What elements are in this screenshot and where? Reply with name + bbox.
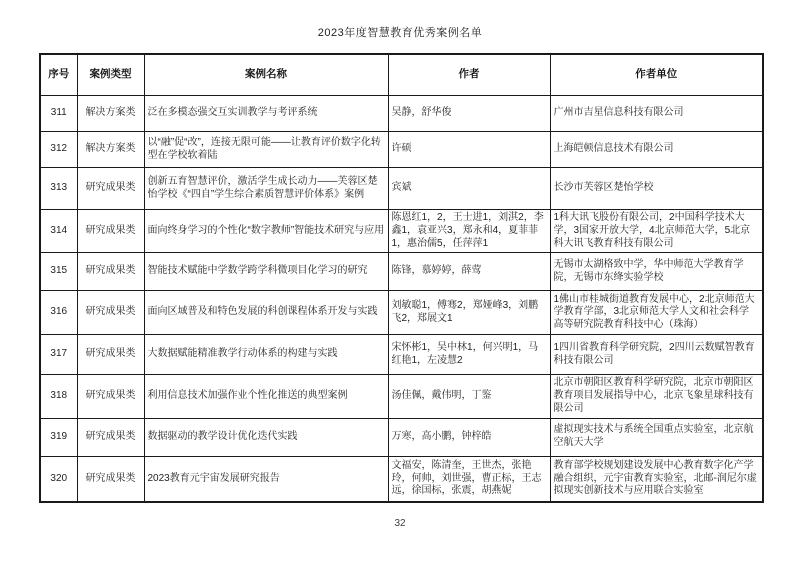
table-row — [40, 418, 763, 456]
cell-case-number: 312 — [40, 132, 77, 168]
cell-case-type: 研究成果类 — [77, 253, 144, 291]
table-row — [40, 168, 763, 210]
cell-authors: 陈锋，慕婷婷，薛莺 — [388, 253, 550, 291]
cases-table — [39, 53, 764, 503]
cell-case-number: 311 — [40, 96, 77, 132]
cell-authors: 刘敏聪1，傅骞2，郑娅峰3，刘鹏飞2，郑展文1 — [388, 291, 550, 335]
cell-author-unit: 1四川省教育科学研究院，2四川云数赋智教育科技有限公司 — [550, 335, 763, 375]
cell-case-number: 314 — [40, 210, 77, 253]
cell-case-type: 研究成果类 — [77, 456, 144, 502]
table-row — [40, 132, 763, 168]
table-row — [40, 253, 763, 291]
cell-case-type: 研究成果类 — [77, 375, 144, 418]
cell-authors: 吴静，舒华俊 — [388, 96, 550, 132]
cell-case-name: 面向终身学习的个性化“数字教师”智能技术研究与应用 — [144, 210, 388, 253]
table-row — [40, 375, 763, 418]
cell-case-name: 2023教育元宇宙发展研究报告 — [144, 456, 388, 502]
table-row — [40, 96, 763, 132]
page-title: 2023年度智慧教育优秀案例名单 — [317, 27, 483, 39]
cell-author-unit: 1科大讯飞股份有限公司，2中国科学技术大学，3国家开放大学，4北京师范大学，5北京科大讯飞教育科技有限公司 — [550, 210, 763, 253]
cell-authors: 汤佳佩，戴伟明，丁鉴 — [388, 375, 550, 418]
header-cell-unit: 作者单位 — [550, 54, 763, 96]
cell-case-number: 316 — [40, 291, 77, 335]
cell-case-number: 320 — [40, 456, 77, 502]
cell-case-type: 解决方案类 — [77, 96, 144, 132]
cell-authors: 文福安，陈清奎，王世杰，张艳玲，何帅，刘世强，曹正标，王志远，徐国标，张震，胡燕妮 — [388, 456, 550, 502]
cell-case-name: 数据驱动的教学设计优化迭代实践 — [144, 418, 388, 456]
table-header — [40, 54, 763, 96]
table-row — [40, 210, 763, 253]
cell-case-type: 研究成果类 — [77, 168, 144, 210]
cell-case-name: 泛在多模态强交互实训教学与考评系统 — [144, 96, 388, 132]
cell-case-name: 大数据赋能精准教学行动体系的构建与实践 — [144, 335, 388, 375]
cell-case-number: 319 — [40, 418, 77, 456]
cell-case-number: 313 — [40, 168, 77, 210]
cell-author-unit: 广州市吉星信息科技有限公司 — [550, 96, 763, 132]
cell-author-unit: 上海皑顿信息技术有限公司 — [550, 132, 763, 168]
table-body — [40, 96, 763, 503]
header-cell-authors: 作者 — [388, 54, 550, 96]
cell-case-name: 面向区域普及和特色发展的科创课程体系开发与实践 — [144, 291, 388, 335]
header-cell-no: 序号 — [40, 54, 77, 96]
cell-authors: 陈恩红1，2，王士进1，刘淇2，李鑫1，袁亚兴3，郑永和4，夏菲菲1，惠治儒5，任萍萍1 — [388, 210, 550, 253]
page-number: 32 — [394, 518, 406, 529]
cell-case-type: 解决方案类 — [77, 132, 144, 168]
cell-case-number: 315 — [40, 253, 77, 291]
cell-author-unit: 1佛山市桂城街道教育发展中心，2北京师范大学教育学部，3北京师范大学人文和社会科学高等研究院教育科技中心（珠海） — [550, 291, 763, 335]
cell-authors: 宋怀彬1，吴中林1，何兴明1，马红艳1，左凌慧2 — [388, 335, 550, 375]
cell-case-type: 研究成果类 — [77, 335, 144, 375]
cell-author-unit: 无锡市太湖格致中学，华中师范大学教育学院，无锡市东绛实验学校 — [550, 253, 763, 291]
cell-author-unit: 长沙市芙蓉区楚怡学校 — [550, 168, 763, 210]
cell-author-unit: 教育部学校规划建设发展中心教育数字化产学融合组织，元宇宙教育实验室，北邮-润尼尔虚拟现实创新技术与应用联合实验室 — [550, 456, 763, 502]
header-cell-type: 案例类型 — [77, 54, 144, 96]
header-cell-name: 案例名称 — [144, 54, 388, 96]
table-row — [40, 291, 763, 335]
cell-authors: 许硕 — [388, 132, 550, 168]
cell-case-name: 以“融”促“改”，连接无限可能——让教育评价数字化转型在学校软着陆 — [144, 132, 388, 168]
cell-authors: 宾斌 — [388, 168, 550, 210]
cell-case-name: 创新五育智慧评价，激活学生成长动力——芙蓉区楚怡学校《“四自”学生综合素质智慧评价体系》案例 — [144, 168, 388, 210]
cell-case-name: 智能技术赋能中学数学跨学科微项目化学习的研究 — [144, 253, 388, 291]
cell-authors: 万寒，高小鹏，钟梓皓 — [388, 418, 550, 456]
cell-author-unit: 虚拟现实技术与系统全国重点实验室，北京航空航天大学 — [550, 418, 763, 456]
header-row — [40, 54, 763, 96]
cell-case-number: 318 — [40, 375, 77, 418]
table-row — [40, 456, 763, 502]
cell-case-number: 317 — [40, 335, 77, 375]
cell-case-type: 研究成果类 — [77, 418, 144, 456]
cell-author-unit: 北京市朝阳区教育科学研究院，北京市朝阳区教育项目发展指导中心，北京飞象星球科技有限公司 — [550, 375, 763, 418]
cell-case-type: 研究成果类 — [77, 210, 144, 253]
cell-case-name: 利用信息技术加强作业个性化推送的典型案例 — [144, 375, 388, 418]
cell-case-type: 研究成果类 — [77, 291, 144, 335]
table-row — [40, 335, 763, 375]
